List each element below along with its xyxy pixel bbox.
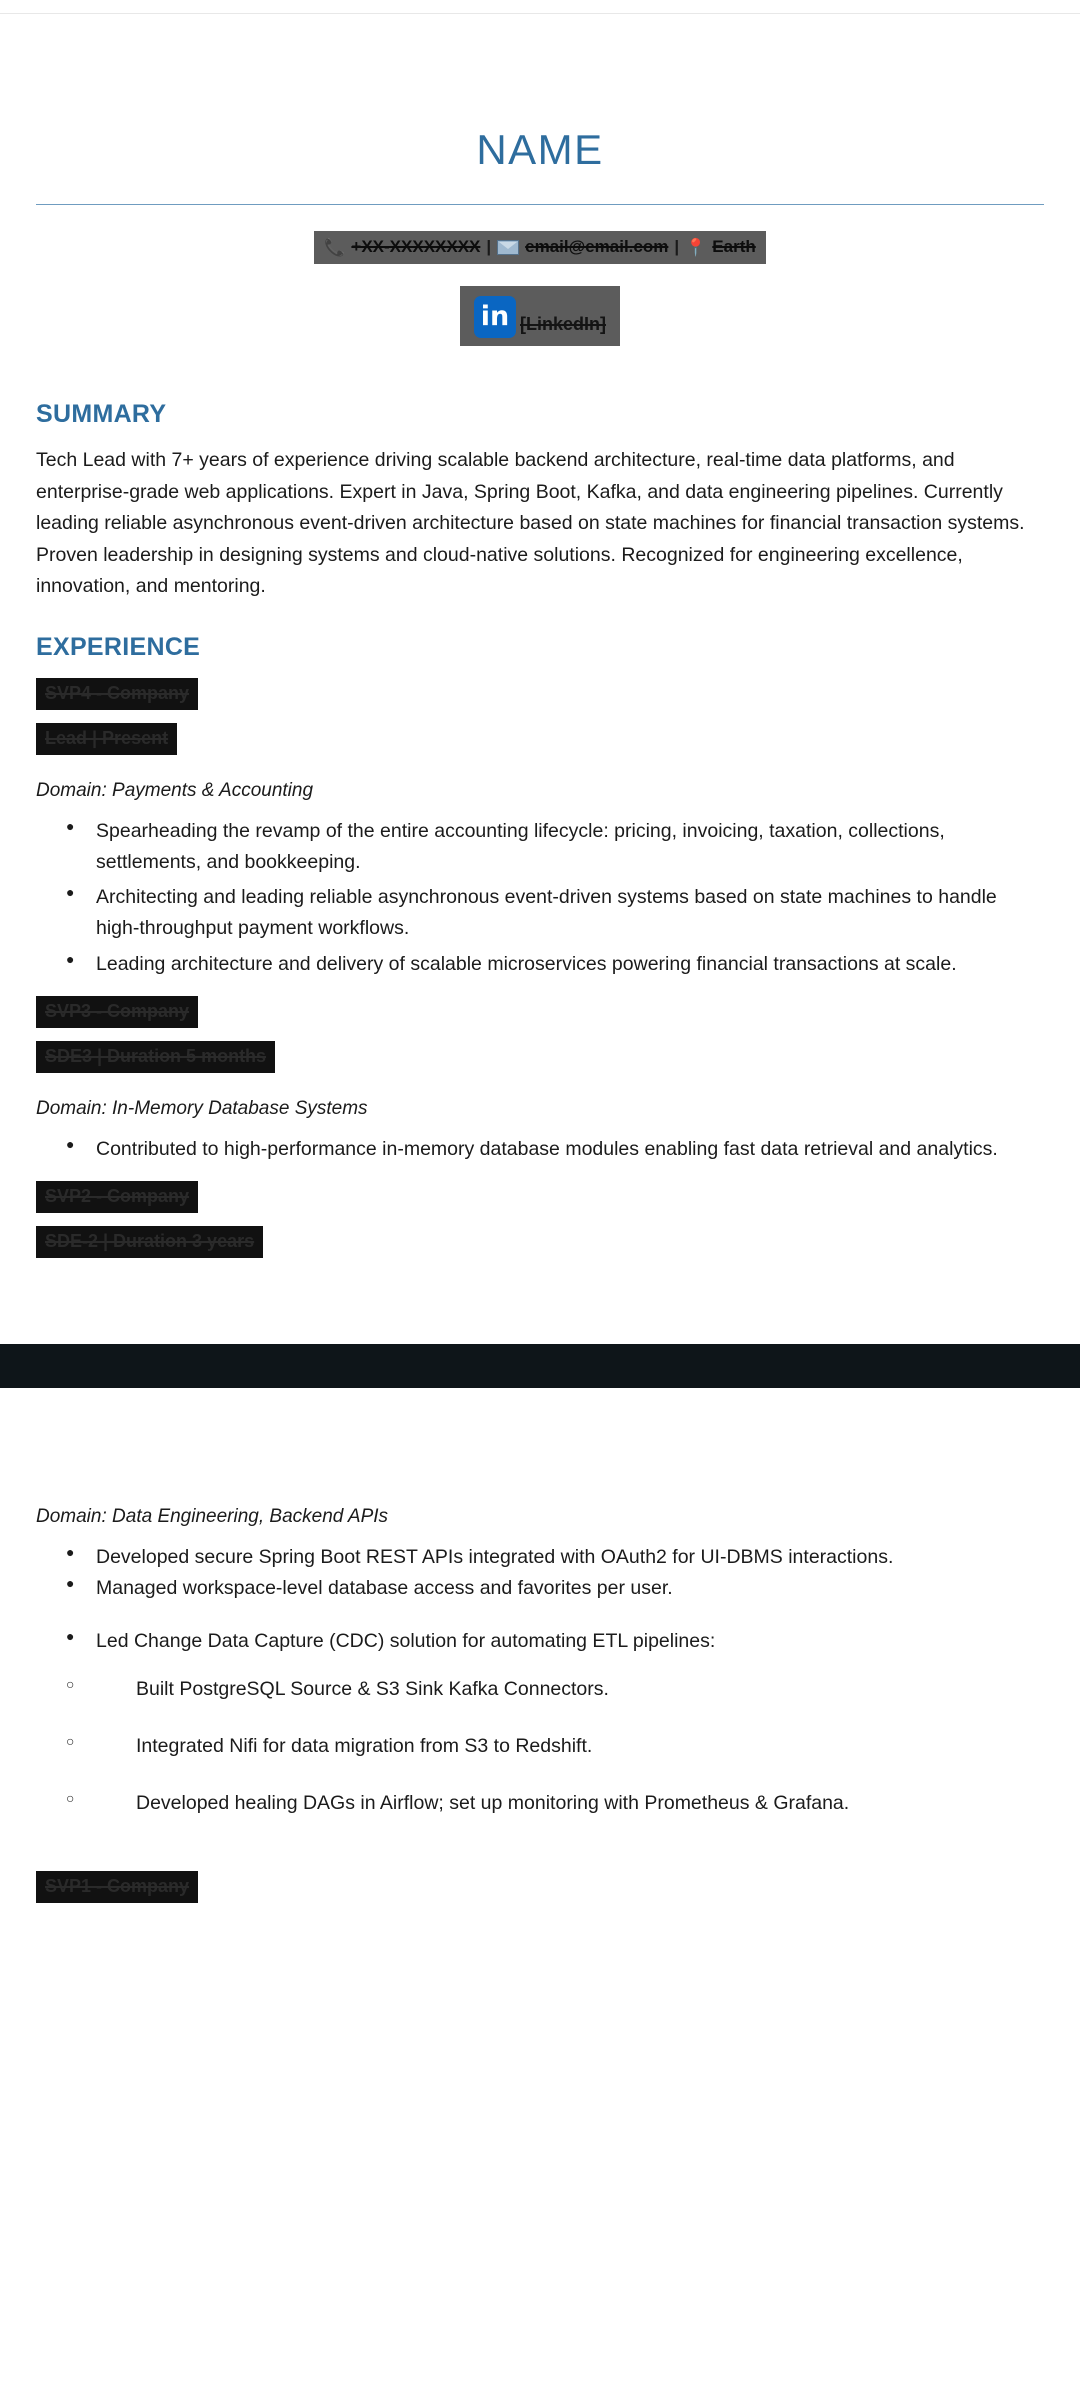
top-strip [0,0,1080,14]
contact-separator-2: | [674,237,680,256]
page-break-divider [0,1344,1080,1388]
job-company-wrapper-2 [36,996,1044,1028]
job-company-3: SVP2 - Company [36,1181,198,1213]
job-bullets-3-cdc [36,1626,1044,1657]
job-bullets-2 [36,1134,1044,1165]
list-item: ● Developed secure Spring Boot REST APIs integrated with OAuth2 for UI-DBMS interactions. [66,1542,1044,1573]
job-company-4: SVP1 - Company [36,1871,198,1903]
list-item: ○ Built PostgreSQL Source & S3 Sink Kafka Connectors. [66,1674,1044,1705]
contact-email: email@email.com [525,237,669,256]
contact-location: Earth [712,237,756,256]
summary-text: Tech Lead with 7+ years of experience driving scalable backend architecture, real-time data platforms, and enterprise-grade web applications. Expert in Java, Spring Boot, Kafka, and data engineering pipelines. Currently leading reliable asynchronous event-driven architecture based on state machines for financial transaction systems. Proven leadership in designing systems and cloud-native solutions. Recognized for engineering excellence, innovation, and mentoring. [36,449,1025,598]
section-heading-experience: EXPERIENCE [36,632,201,661]
phone-icon: 📞 [324,237,346,257]
linkedin-label[interactable]: [LinkedIn] [520,314,606,334]
job-domain-3: Domain: Data Engineering, Backend APIs [36,1506,389,1528]
job-role-wrapper-3 [36,1226,1044,1258]
envelope-icon [497,240,519,255]
job-role-wrapper-2 [36,1041,1044,1073]
contact-separator-1: | [486,237,492,256]
section-heading-summary: SUMMARY [36,400,167,428]
job-domain-2: Domain: In-Memory Database Systems [36,1097,368,1119]
job-company-wrapper-1 [36,678,1044,710]
contact-row [36,231,1044,264]
header-divider [36,204,1044,205]
job-company-wrapper-3 [36,1181,1044,1213]
list-item: ● Spearheading the revamp of the entire accounting lifecycle: pricing, invoicing, taxation, collections, settlements, and bookkeeping. [66,816,1044,878]
job-role-2: SDE3 | Duration 5 months [36,1041,275,1073]
list-item: ○ Developed healing DAGs in Airflow; set up monitoring with Prometheus & Grafana. [66,1788,1044,1819]
job-bullets-1 [36,816,1044,980]
list-item: ○ Integrated Nifi for data migration from S3 to Redshift. [66,1731,1044,1762]
job-role-1: Lead | Present [36,723,177,755]
linkedin-row [36,286,1044,346]
contact-phone: +XX-XXXXXXXX [351,237,481,256]
page-title: NAME [476,126,604,173]
job-company-2: SVP3 - Company [36,996,198,1028]
job-role-3: SDE-2 | Duration 3 years [36,1226,263,1258]
list-item: ● Managed workspace-level database access and favorites per user. [66,1573,1044,1604]
list-item: ● Leading architecture and delivery of scalable microservices powering financial transactions at scale. [66,949,1044,980]
list-item: ● Led Change Data Capture (CDC) solution for automating ETL pipelines: [66,1626,1044,1657]
resume-content-page-2 [0,1388,1080,1903]
list-item: ● Architecting and leading reliable asynchronous event-driven systems based on state machines to handle high-throughput payment workflows. [66,882,1044,944]
linkedin-pill-redacted[interactable] [460,286,620,346]
linkedin-icon[interactable]: in [474,296,516,338]
job-company-wrapper-4 [36,1871,1044,1903]
list-item: ● Contributed to high-performance in-memory database modules enabling fast data retrieval and analytics. [66,1134,1044,1165]
job-company-1: SVP4 - Company [36,678,198,710]
resume-content [0,126,1080,1258]
job-role-wrapper-1 [36,723,1044,755]
job-domain-1: Domain: Payments & Accounting [36,779,314,801]
job-subbullets-3 [36,1674,1044,1820]
job-bullets-3 [36,1542,1044,1604]
map-pin-icon: 📍 [685,237,707,257]
contact-pill-redacted [314,231,766,264]
